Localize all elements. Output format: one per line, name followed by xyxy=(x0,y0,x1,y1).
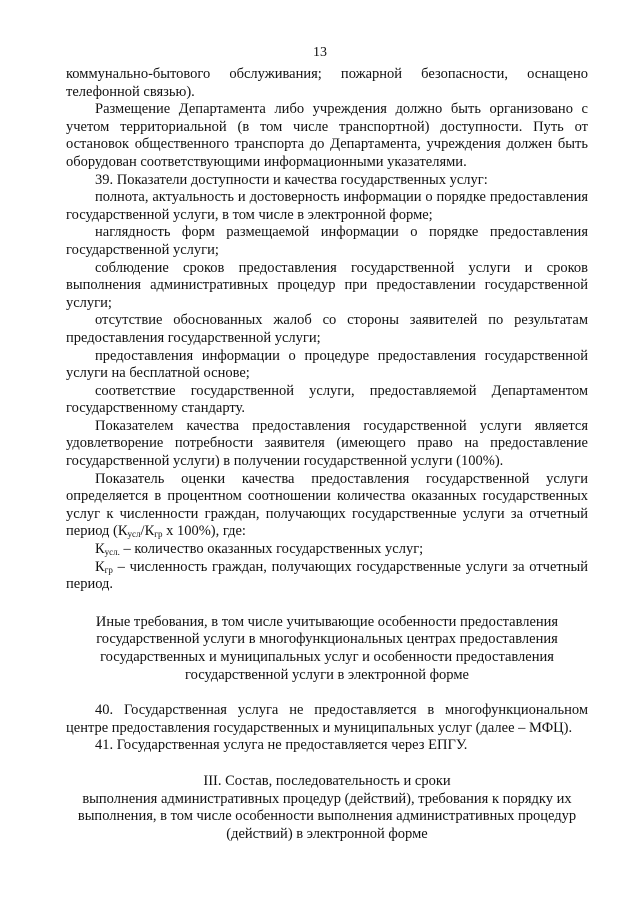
paragraph-standard: соответствие государственной услуги, предоставляемой Департаментом государственному стандарту. xyxy=(66,382,588,417)
def-k-letter-2: К xyxy=(95,558,105,575)
paragraph-completeness: полнота, актуальность и достоверность информации о порядке предоставления государственной услуги, в том числе в электронной форме; xyxy=(66,189,588,223)
paragraph-clarity: наглядность форм размещаемой информации о порядке предоставления государственной услуги; xyxy=(66,224,588,258)
section-heading: Иные требования, в том числе учитывающие особенности предоставления государственной услуги в многофункциональных центрах предоставления государственных и муниципальных услуг и особенности предоставления государственной услуги в электронной форме xyxy=(95,613,559,683)
def-k-letter: К xyxy=(95,541,105,558)
paragraph-item-40: 40. Государственная услуга не предоставляется в многофункциональном центре предоставления государственных и муниципальных услуг (далее – МФЦ). xyxy=(66,702,588,736)
paragraph-continuation: коммунально-бытового обслуживания; пожарной безопасности, оснащено телефонной связью). xyxy=(66,66,588,100)
def-k2-text: – численность граждан, получающих государственные услуги за отчетный период. xyxy=(66,558,588,593)
paragraph-item-39: 39. Показатели доступности и качества государственных услуг: xyxy=(95,171,488,188)
document-body xyxy=(66,66,588,843)
def-k1-sub: усл. xyxy=(104,547,120,558)
formula-slash: /К xyxy=(140,523,155,540)
paragraph-free-info: предоставления информации о процедуре предоставления государственной услуги на бесплатной основе; xyxy=(66,347,588,382)
def-k1-text: – количество оказанных государственных услуг; xyxy=(119,541,424,558)
formula-sub-gr: гр xyxy=(154,529,163,540)
definition-k-gr xyxy=(66,559,588,594)
paragraph-placement: Размещение Департамента либо учреждения должно быть организовано с учетом территориальной (в том числе транспортной) доступности. Путь от остановок общественного транспорта до Департамента, учреждения должен быть оборудован соответствующими информационными указателями. xyxy=(66,101,588,170)
definition-k-usl xyxy=(66,541,588,559)
formula-intro: Показатель оценки качества предоставления государственной услуги определяется в процентном соотношении количества оказанных государственных услуг к численности граждан, получающих государственные услуги за отчетный период (К xyxy=(66,470,588,540)
formula-sub-usl: усл xyxy=(127,529,141,540)
formula-tail: x 100%), где: xyxy=(162,523,246,540)
paragraph-deadlines: соблюдение сроков предоставления государственной услуги и сроков выполнения административных процедур при предоставлении государственной услуги; xyxy=(66,259,588,311)
chapter-subtitle: выполнения административных процедур (действий), требования к порядку их выполнения, в том числе особенности выполнения административных процедур (действий) в электронной форме xyxy=(77,790,577,842)
paragraph-quality-formula xyxy=(66,471,588,541)
paragraph-item-41: 41. Государственная услуга не предоставляется через ЕПГУ. xyxy=(95,737,468,754)
page-number: 13 xyxy=(313,45,327,60)
chapter-title: III. Состав, последовательность и сроки xyxy=(203,772,451,789)
paragraph-complaints: отсутствие обоснованных жалоб со стороны заявителей по результатам предоставления государственной услуги; xyxy=(66,312,588,346)
def-k2-sub: гр xyxy=(104,564,113,575)
paragraph-quality-indicator: Показателем качества предоставления государственной услуги является удовлетворение потребности заявителя (имеющего право на предоставление государственной услуги) в получении государственной услуги (100%). xyxy=(66,417,588,470)
